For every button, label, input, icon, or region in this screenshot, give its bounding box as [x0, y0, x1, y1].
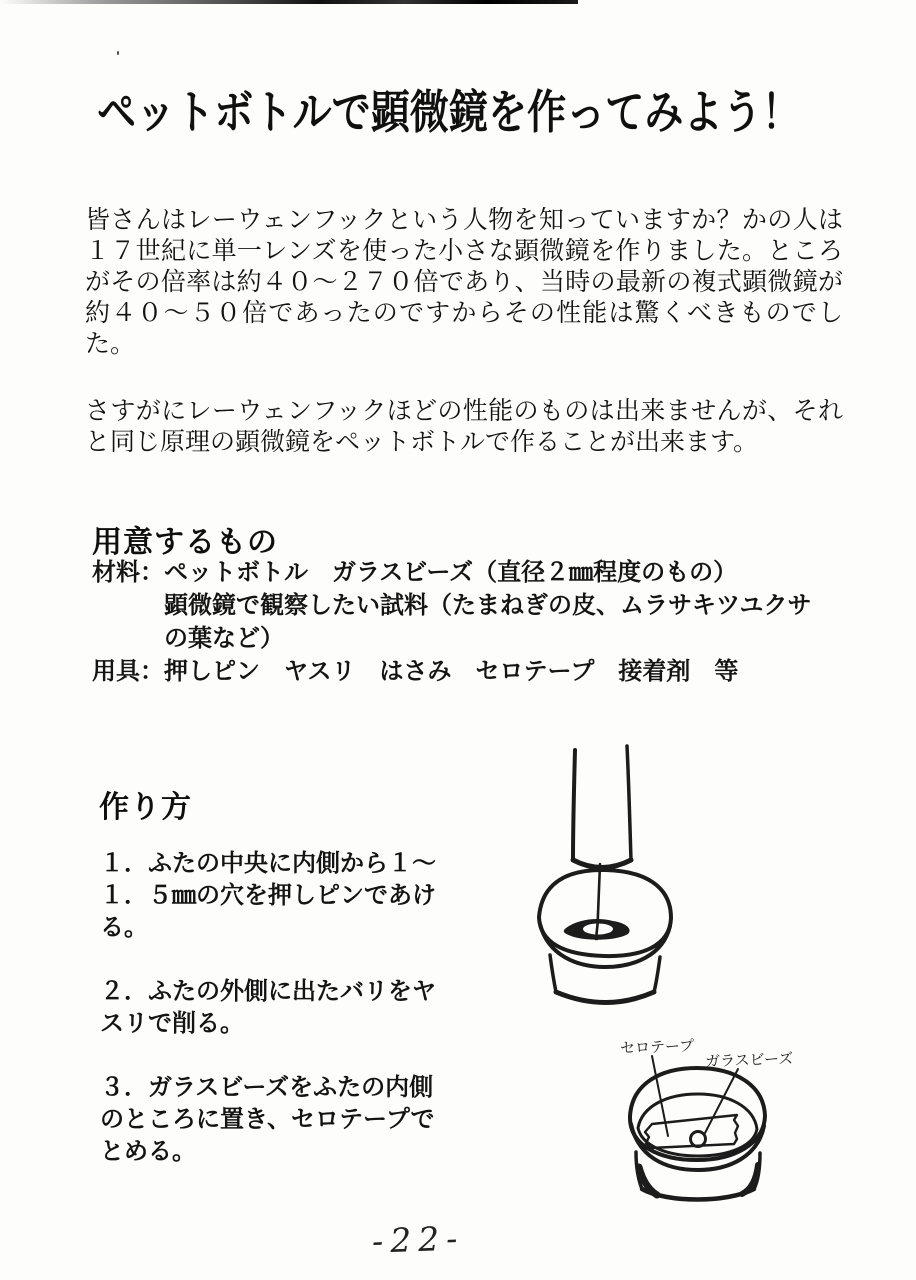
step-2-line-2: スリで削る。 [100, 1010, 244, 1037]
step-3-line-3: とめる。 [100, 1138, 196, 1165]
intro-paragraph-2: さすがにレーウェンフックほどの性能のものは出来ませんが、それと同じ原理の顕微鏡をペットボトルで作ることが出来ます。 [85, 398, 843, 456]
tools-content [164, 655, 832, 688]
step-1-line-2: １．５㎜の穴を押しピンであけ [100, 882, 436, 909]
step-3-line-1: ３．ガラスビーズをふたの内側 [100, 1074, 434, 1101]
intro-paragraph-1: 皆さんはレーウェンフックという人物を知っていますか？かの人は１７世紀に単一レンズを使った小さな顕微鏡を作りました。ところがその倍率は約４０～２７０倍であり、当時の最新の複式顕微鏡が約４０～５０倍であったのですからその性能は驚くべきものでした。 [85, 207, 843, 358]
cap-outline [630, 1068, 765, 1200]
materials-line-2: 顕微鏡で観察したい試料（たまねぎの皮、ムラサキツユクサ [164, 592, 812, 619]
step-1-line-1: １．ふたの中央に内側から１～ [100, 850, 436, 877]
materials-line-3: の葉など） [164, 625, 284, 652]
step-2-line-1: ２．ふたの外側に出たバリをヤ [100, 978, 436, 1005]
scan-noise-artifact [0, 0, 578, 4]
step-3-line-2: のところに置き、セロテープで [100, 1106, 435, 1133]
howto-steps [100, 848, 520, 1200]
step-3 [100, 1072, 520, 1168]
materials-list [92, 556, 832, 688]
materials-label: 材料： [92, 559, 164, 586]
step-2 [100, 976, 520, 1040]
tape-label: セロテープ [619, 1037, 695, 1058]
pushpin-cap-drawing [528, 742, 813, 1007]
pierced-hole-shading [564, 919, 630, 940]
materials-row [92, 556, 832, 655]
scan-speck [117, 51, 119, 55]
step-1-line-3: る。 [100, 914, 148, 941]
materials-heading: 用意するもの [92, 526, 278, 559]
figure-pushpin-cap-sketch [528, 742, 813, 1007]
step-1 [100, 848, 520, 944]
howto-heading: 作り方 [99, 791, 192, 824]
pushpin-handle [573, 746, 631, 868]
tools-label: 用具： [92, 658, 164, 685]
tools-line-1: 押しピン ヤスリ はさみ セロテープ 接着剤 等 [164, 658, 739, 685]
page-number: -22- [371, 1218, 465, 1261]
bead-label: ガラスビーズ [704, 1050, 794, 1071]
materials-line-1: ペットボトル ガラスビーズ（直径２㎜程度のもの） [164, 559, 738, 586]
glass-bead [691, 1132, 706, 1147]
figure-cap-tape-bead-sketch [612, 1036, 912, 1221]
tools-row [92, 655, 832, 688]
page-title: ペットボトルで顕微鏡を作ってみよう！ [97, 86, 801, 138]
materials-content [164, 556, 832, 655]
